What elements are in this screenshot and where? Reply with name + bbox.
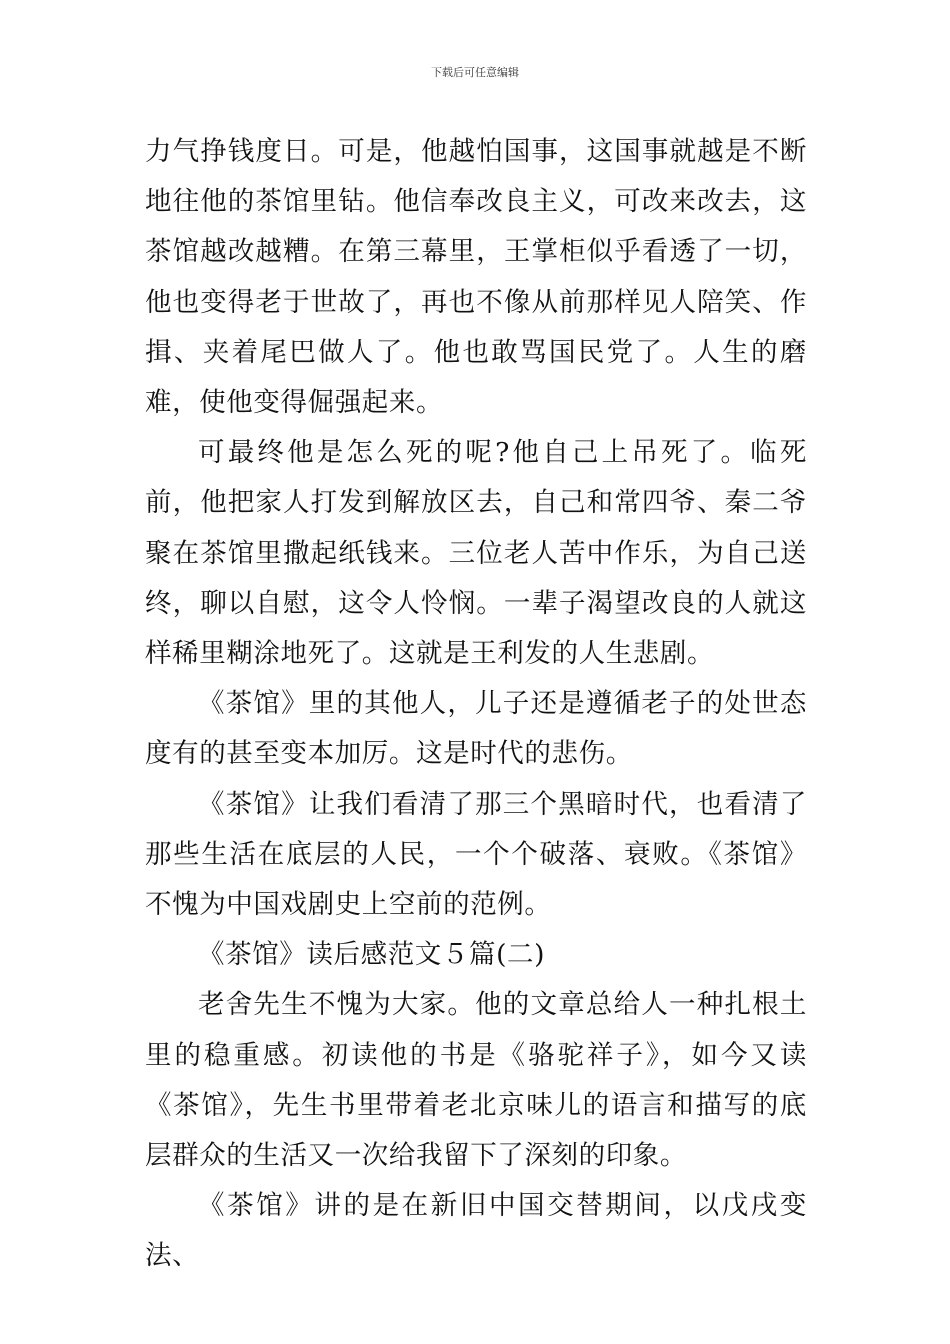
paragraph: 老舍先生不愧为大家。他的文章总给人一种扎根土里的稳重感。初读他的书是《骆驼祥子》，如今又读《茶馆》，先生书里带着老北京味儿的语言和描写的底层群众的生活又一次给我留下了深刻的印象。 [145, 989, 807, 1172]
paragraph: 力气挣钱度日。可是，他越怕国事，这国事就越是不断地往他的茶馆里钻。他信奉改良主义，可改来改去，这茶馆越改越糟。在第三幕里，王掌柜似乎看透了一切，他也变得老于世故了，再也不像从前那样见人陪笑、作揖、夹着尾巴做人了。他也敢骂国民党了。人生的磨难，使他变得倔强起来。 [145, 136, 807, 419]
document-body [145, 127, 807, 1282]
paragraph: 《茶馆》里的其他人，儿子还是遵循老子的处世态度有的甚至变本加厉。这是时代的悲伤。 [145, 688, 807, 770]
paragraph: 《茶馆》讲的是在新旧中国交替期间，以戊戌变法、 [145, 1190, 807, 1272]
paragraph: 可最终他是怎么死的呢?他自己上吊死了。临死前，他把家人打发到解放区去，自己和常四爷、秦二爷聚在茶馆里撒起纸钱来。三位老人苦中作乐，为自己送终，聊以自慰，这令人怜悯。一辈子渴望改良的人就这样稀里糊涂地死了。这就是王利发的人生悲剧。 [145, 437, 807, 670]
paragraph: 《茶馆》让我们看清了那三个黑暗时代，也看清了那些生活在底层的人民，一个个破落、衰败。《茶馆》不愧为中国戏剧史上空前的范例。 [145, 788, 807, 921]
page-header: 下载后可任意编辑 [431, 66, 519, 79]
section-heading: 《茶馆》读后感范文５篇(二) [198, 939, 546, 971]
